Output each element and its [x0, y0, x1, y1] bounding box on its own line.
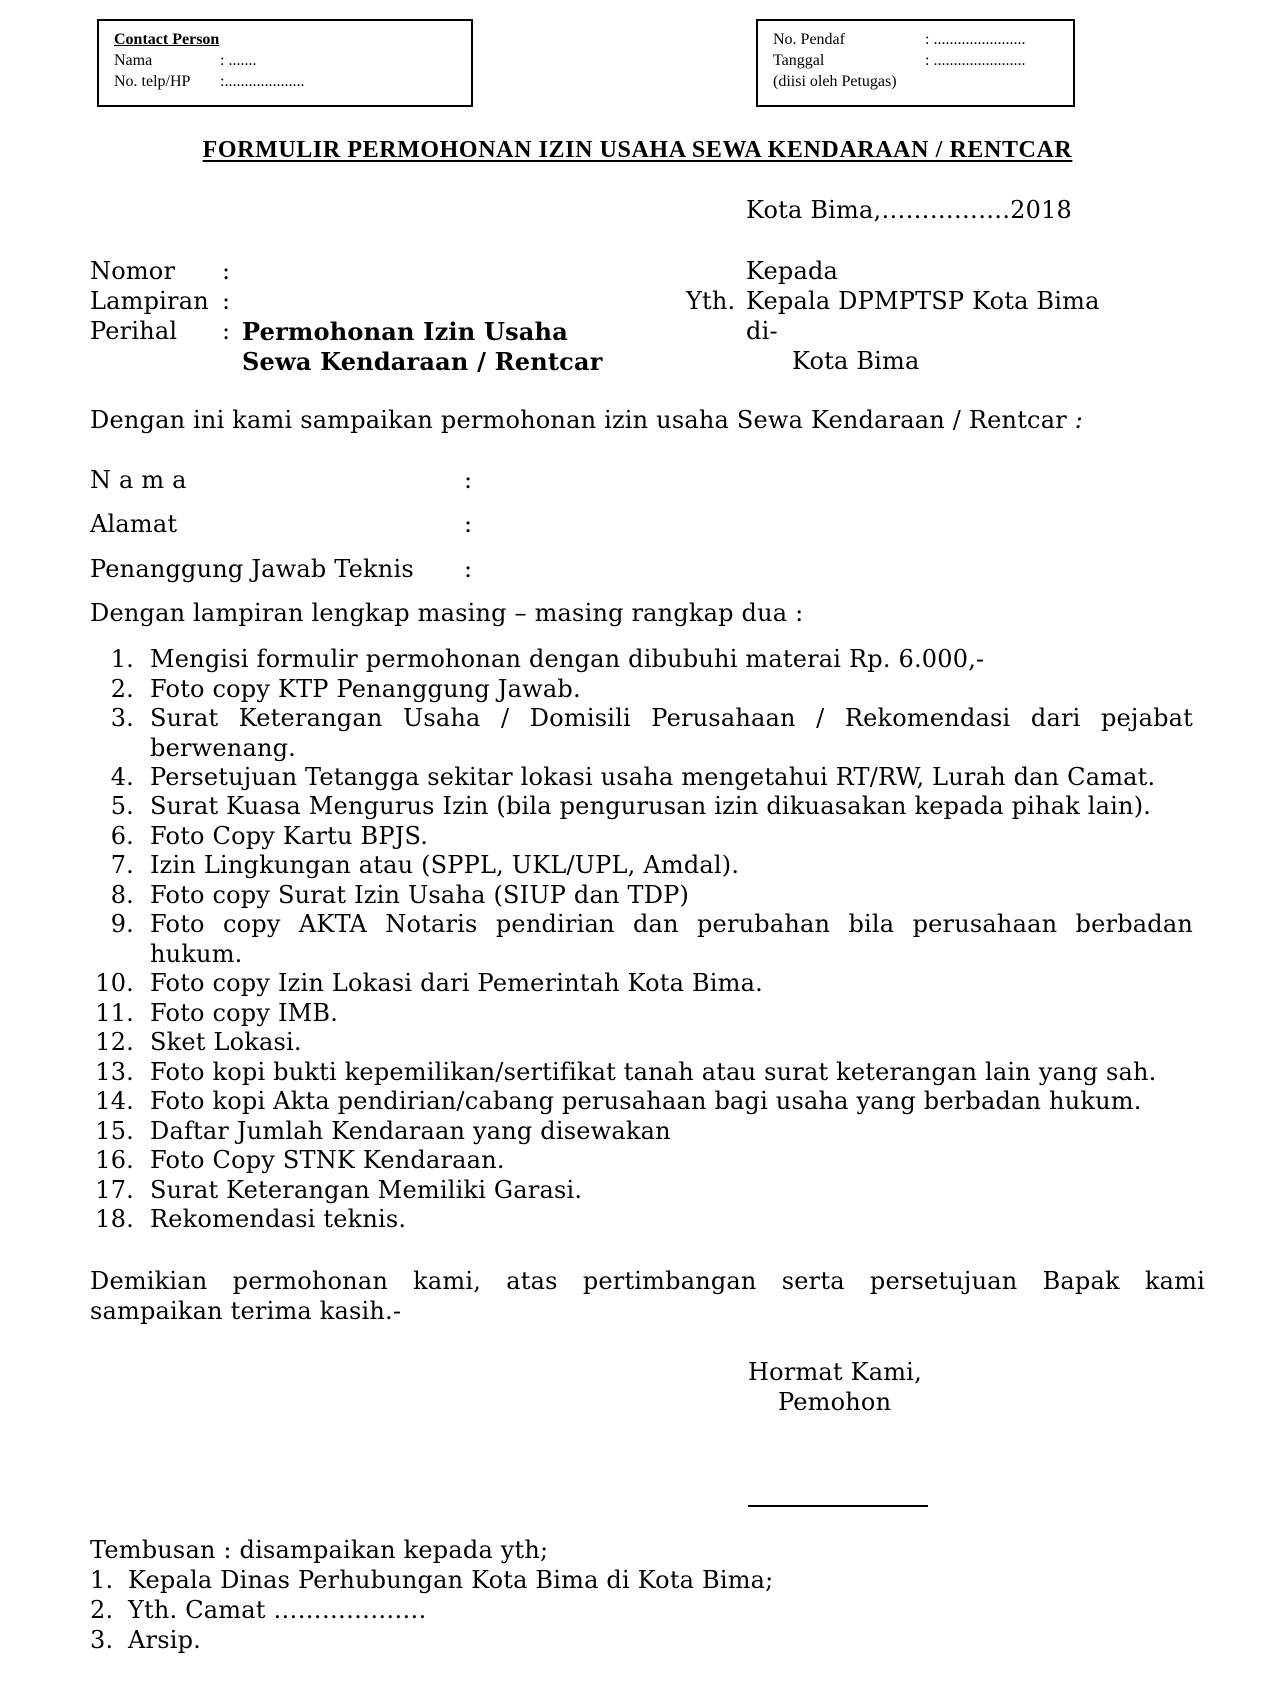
list-item-number: 13. — [95, 1058, 134, 1086]
list-item-number: 17. — [95, 1176, 134, 1204]
recipient-kepada: Kepada — [746, 257, 839, 285]
contact-name-label: Nama — [114, 52, 153, 69]
nomor-colon: : — [222, 257, 231, 285]
reg-note: (diisi oleh Petugas) — [773, 73, 897, 90]
field-pj-teknis-label: Penanggung Jawab Teknis — [90, 555, 414, 583]
contact-phone-value: :.................... — [220, 73, 305, 90]
perihal-label: Perihal — [90, 317, 178, 345]
field-pj-teknis-colon: : — [464, 555, 473, 583]
reg-date-row — [773, 50, 1073, 71]
perihal-line-2: Sewa Kendaraan / Rentcar — [242, 347, 603, 376]
lampiran-colon: : — [222, 287, 231, 315]
list-item-text: Foto copy IMB. — [150, 999, 339, 1027]
contact-name-row — [114, 50, 471, 71]
closing-line-1: Demikian permohonan kami, atas pertimbangan serta persetujuan Bapak kami — [90, 1267, 1205, 1295]
list-item-text: Mengisi formulir permohonan dengan dibubuhi materai Rp. 6.000,- — [150, 645, 985, 673]
list-item-text: Rekomendasi teknis. — [150, 1205, 407, 1233]
nomor-label: Nomor — [90, 257, 176, 285]
cc-item-text: Kepala Dinas Perhubungan Kota Bima di Kota Bima; — [128, 1566, 774, 1594]
list-item-number: 16. — [95, 1146, 134, 1174]
list-item-text: Foto copy Izin Lokasi dari Pemerintah Kota Bima. — [150, 969, 763, 997]
list-item-text: hukum. — [150, 940, 243, 968]
field-nama-label: N a m a — [90, 466, 187, 494]
intro-paragraph — [90, 406, 1083, 434]
list-item-text: Foto copy KTP Penanggung Jawab. — [150, 675, 581, 703]
cc-item — [90, 1596, 426, 1624]
cc-item — [90, 1626, 201, 1654]
place-date: Kota Bima,…………….2018 — [746, 196, 1073, 224]
list-item-number: 3. — [110, 704, 134, 732]
list-item-number: 14. — [95, 1087, 134, 1115]
list-item-number: 7. — [110, 851, 134, 879]
list-item-text: berwenang. — [150, 734, 296, 762]
cc-item-number: 2. — [90, 1596, 114, 1624]
cc-item — [90, 1566, 773, 1594]
list-item-number: 9. — [110, 910, 134, 938]
list-item-text: Surat Keterangan Memiliki Garasi. — [150, 1176, 583, 1204]
signature-line — [748, 1505, 928, 1507]
recipient-name: Kepala DPMPTSP Kota Bima — [746, 287, 1100, 315]
list-item-number: 12. — [95, 1028, 134, 1056]
recipient-di: di- — [746, 317, 778, 345]
list-item-number: 4. — [110, 763, 134, 791]
list-item-number: 8. — [110, 881, 134, 909]
list-item-number: 18. — [95, 1205, 134, 1233]
list-item-number: 10. — [95, 969, 134, 997]
list-item-text: Foto kopi bukti kepemilikan/sertifikat tanah atau surat keterangan lain yang sah. — [150, 1058, 1157, 1086]
recipient-yth: Yth. — [686, 287, 736, 315]
cc-item-number: 1. — [90, 1566, 114, 1594]
list-item-number: 1. — [110, 645, 134, 673]
reg-no-row — [773, 29, 1073, 50]
reg-no-label: No. Pendaf — [773, 31, 845, 48]
lampiran-label: Lampiran — [90, 287, 209, 315]
list-item-text: Daftar Jumlah Kendaraan yang disewakan — [150, 1117, 671, 1145]
field-alamat-colon: : — [464, 510, 473, 538]
contact-phone-label: No. telp/HP — [114, 73, 191, 90]
intro-colon: : — [1074, 406, 1084, 434]
list-item-number: 5. — [110, 792, 134, 820]
reg-no-value: : ....................... — [925, 31, 1026, 48]
recipient-city: Kota Bima — [792, 347, 920, 375]
registration-box — [756, 19, 1075, 107]
list-item-text: Foto Copy Kartu BPJS. — [150, 822, 429, 850]
attachments-intro: Dengan lampiran lengkap masing – masing rangkap dua : — [90, 599, 804, 627]
list-item-text: Sket Lokasi. — [150, 1028, 302, 1056]
list-item-number: 6. — [110, 822, 134, 850]
list-item-number: 11. — [95, 999, 134, 1027]
cc-heading: Tembusan : disampaikan kepada yth; — [90, 1536, 549, 1564]
contact-person-heading: Contact Person — [114, 31, 220, 48]
list-item-text: Foto kopi Akta pendirian/cabang perusahaan bagi usaha yang berbadan hukum. — [150, 1087, 1142, 1115]
list-item-text: Foto copy AKTA Notaris pendirian dan perubahan bila perusahaan berbadan — [150, 910, 1193, 938]
reg-date-value: : ....................... — [925, 52, 1026, 69]
list-item-text: Persetujuan Tetangga sekitar lokasi usaha mengetahui RT/RW, Lurah dan Camat. — [150, 763, 1156, 791]
list-item-text: Foto Copy STNK Kendaraan. — [150, 1146, 505, 1174]
closing-line-2: sampaikan terima kasih.- — [90, 1297, 402, 1325]
signature-greeting: Hormat Kami, — [748, 1358, 922, 1386]
intro-text: Dengan ini kami sampaikan permohonan izin usaha Sewa Kendaraan / Rentcar — [90, 406, 1067, 434]
signature-role: Pemohon — [778, 1388, 892, 1416]
field-alamat-label: Alamat — [90, 510, 178, 538]
field-nama-colon: : — [464, 466, 473, 494]
list-item-number: 2. — [110, 675, 134, 703]
cc-item-number: 3. — [90, 1626, 114, 1654]
list-item-text: Izin Lingkungan atau (SPPL, UKL/UPL, Amdal). — [150, 851, 740, 879]
list-item-text: Surat Keterangan Usaha / Domisili Perusahaan / Rekomendasi dari pejabat — [150, 704, 1193, 732]
list-item-text: Foto copy Surat Izin Usaha (SIUP dan TDP) — [150, 881, 690, 909]
form-title: FORMULIR PERMOHONAN IZIN USAHA SEWA KENDARAAN / RENTCAR — [202, 137, 1073, 163]
perihal-line-1: Permohonan Izin Usaha — [242, 317, 568, 346]
reg-date-label: Tanggal — [773, 52, 825, 69]
cc-item-text: Arsip. — [128, 1626, 201, 1654]
contact-phone-row — [114, 71, 471, 92]
list-item-number: 15. — [95, 1117, 134, 1145]
list-item-text: Surat Kuasa Mengurus Izin (bila pengurusan izin dikuasakan kepada pihak lain). — [150, 792, 1152, 820]
cc-item-text: Yth. Camat ………………. — [128, 1596, 427, 1624]
contact-person-box — [97, 19, 473, 107]
perihal-colon: : — [222, 317, 231, 345]
contact-name-value: : ....... — [220, 52, 257, 69]
